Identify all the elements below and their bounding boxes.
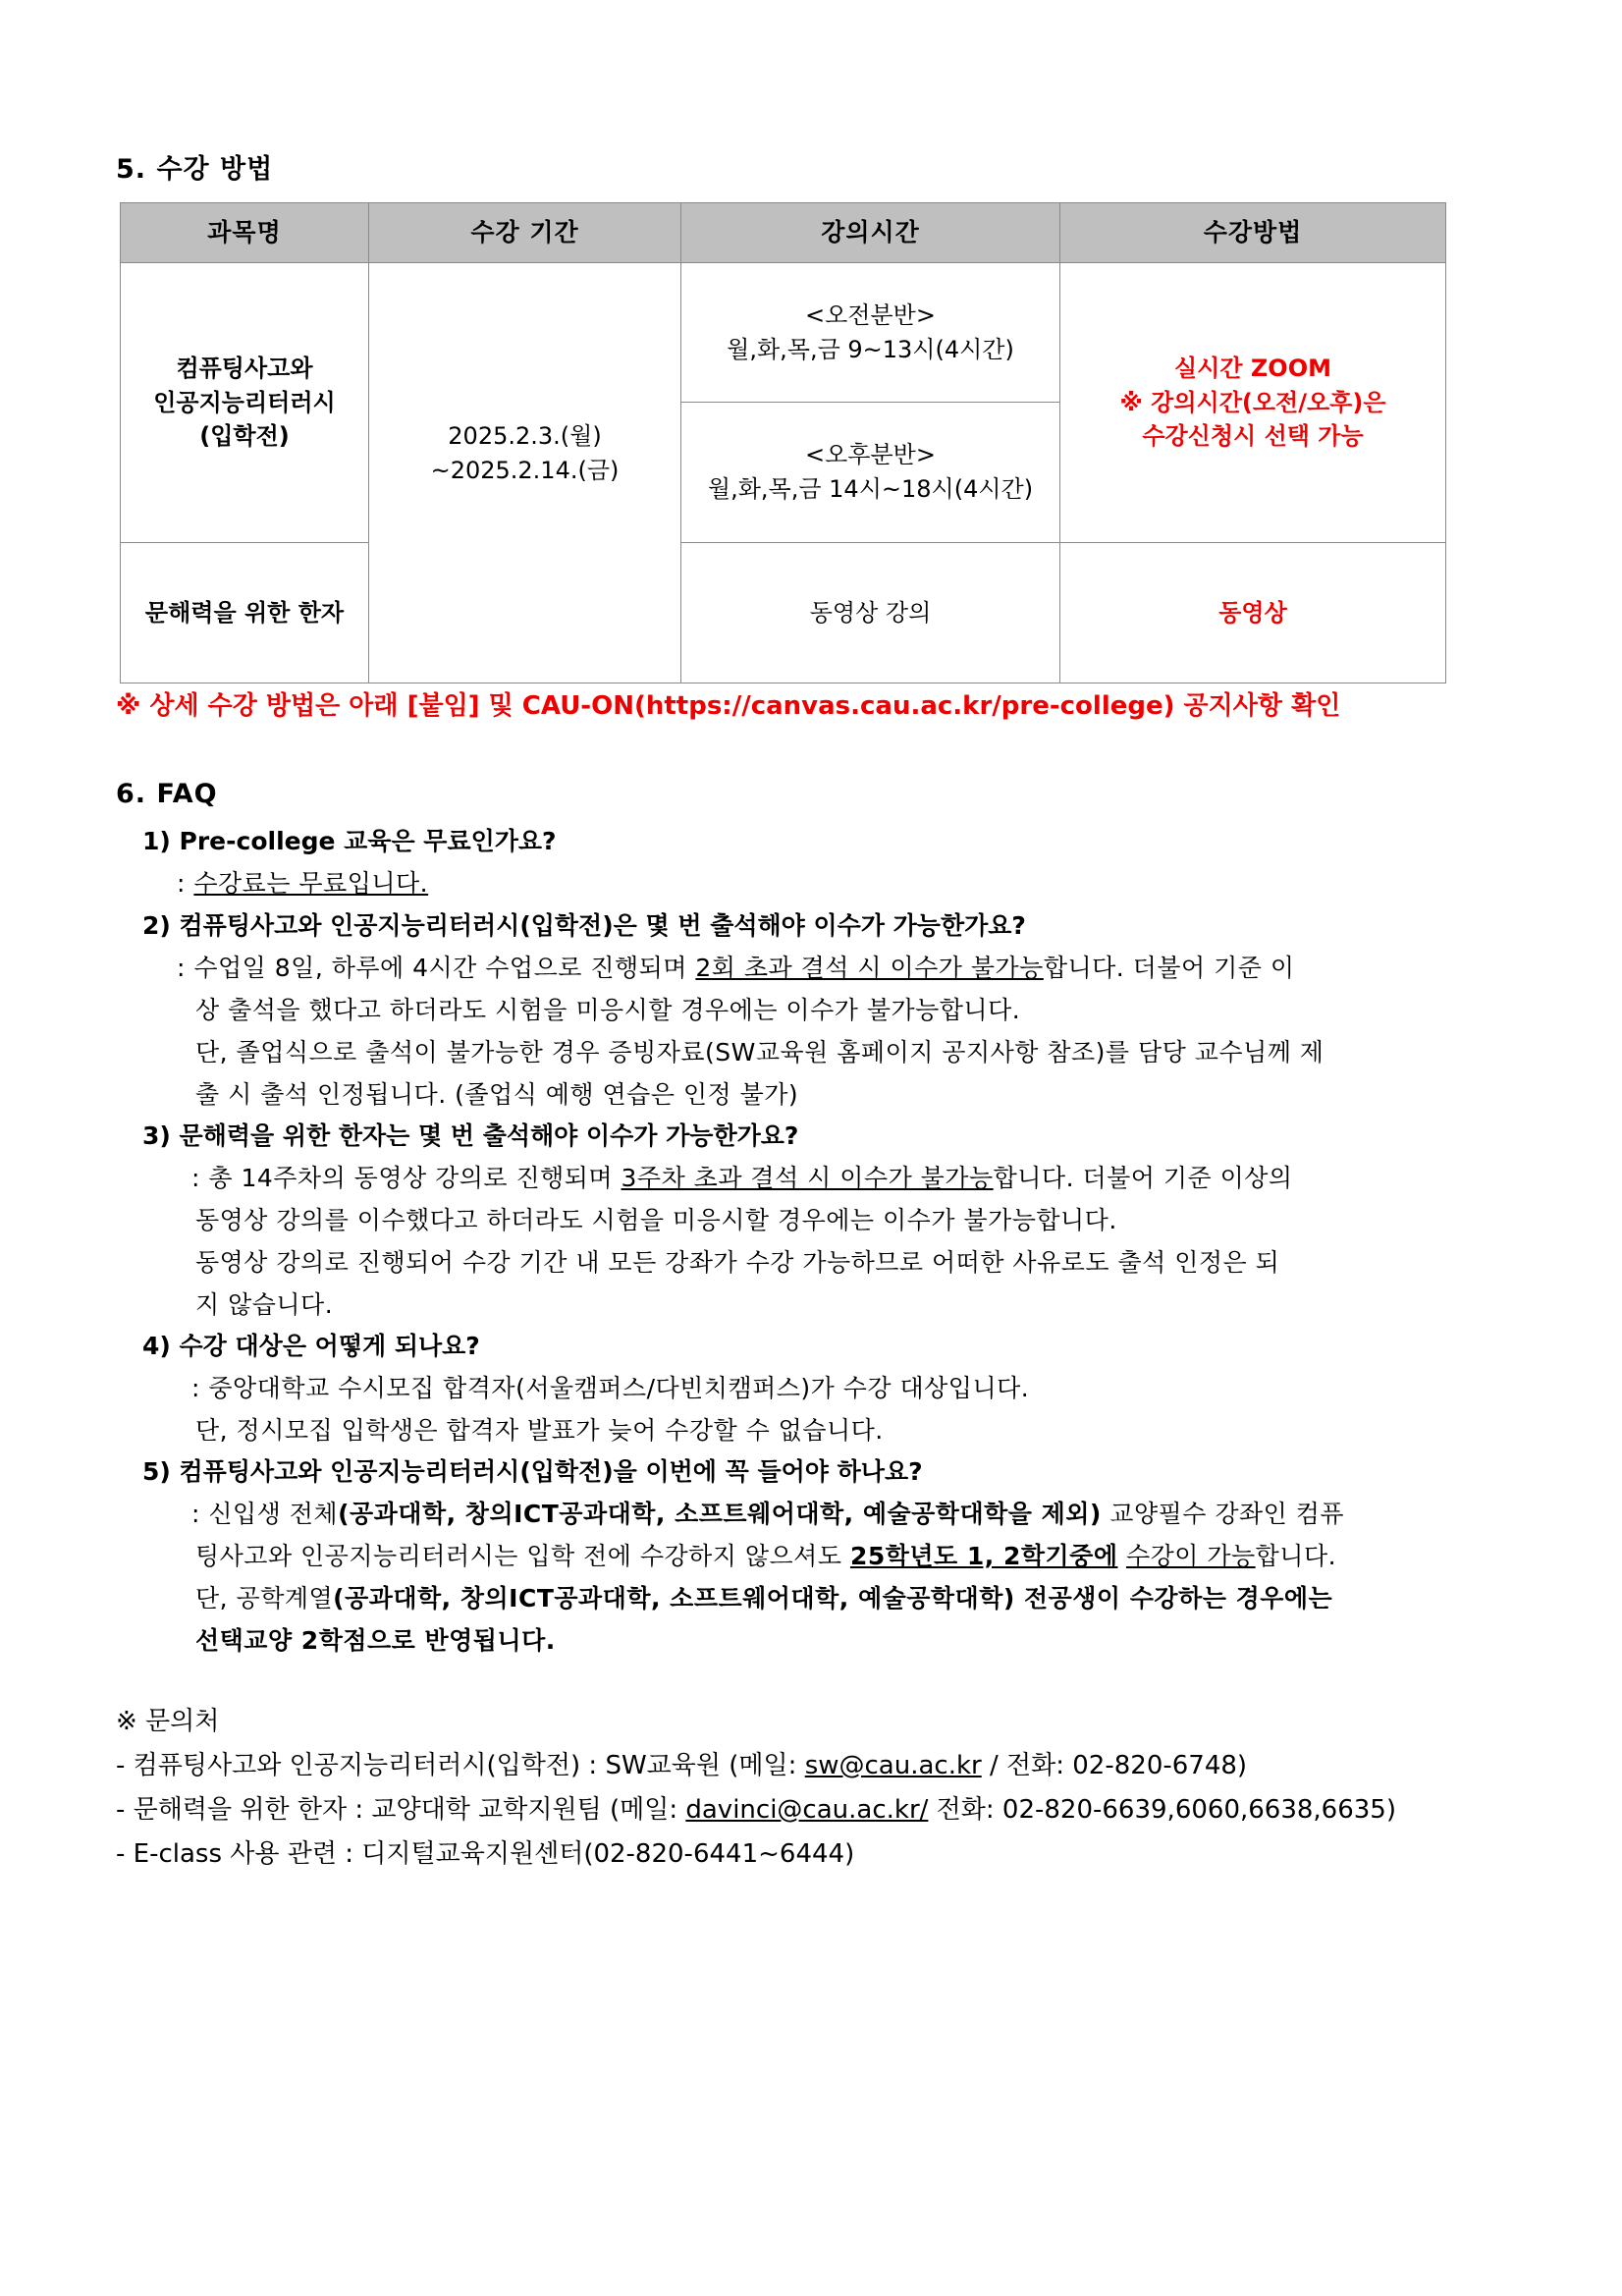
faq-answer-line (195, 1537, 1336, 1572)
faq-answer-line (191, 1159, 1293, 1194)
answer-bold: (공과대학, 창의ICT공과대학, 소프트웨어대학, 예술공학대학을 제외) (338, 1500, 1102, 1528)
answer-text: : 수업일 8일, 하루에 4시간 수업으로 진행되며 (177, 954, 696, 982)
method-line: ※ 강의시간(오전/오후)은 (1119, 388, 1386, 416)
course2-time-cell: 동영상 강의 (681, 543, 1060, 683)
faq-answer-line: 단, 정시모집 입학생은 합격자 발표가 늦어 수강할 수 없습니다. (195, 1416, 884, 1445)
course-method-table (120, 202, 1446, 683)
morning-class-cell (681, 263, 1060, 403)
table-row (121, 543, 1446, 683)
period-cell (369, 263, 681, 683)
answer-prefix: : (177, 869, 194, 898)
morning-class-label: <오전분반> (805, 301, 936, 329)
faq-answer-line: 선택교양 2학점으로 반영됩니다. (195, 1626, 556, 1655)
answer-underlined: 수강이 가능 (1125, 1542, 1256, 1570)
contact-line (116, 1789, 1396, 1826)
header-subject: 과목명 (121, 203, 369, 263)
answer-text: 합니다. 더불어 기준 이상의 (993, 1164, 1293, 1192)
afternoon-class-label: <오후분반> (805, 441, 936, 469)
course1-name-cell (121, 263, 369, 543)
faq-answer (177, 864, 428, 900)
faq-question: 2) 컴퓨팅사고와 인공지능리터러시(입학전)은 몇 번 출석해야 이수가 가능한가요? (142, 911, 1026, 940)
faq-answer-line (191, 1495, 1344, 1530)
contact-title: ※ 문의처 (116, 1707, 220, 1736)
faq-question: 1) Pre-college 교육은 무료인가요? (142, 827, 557, 855)
email-link[interactable]: sw@cau.ac.kr (804, 1751, 982, 1780)
afternoon-class-time: 월,화,목,금 14시~18시(4시간) (707, 475, 1034, 503)
answer-text: 합니다. 더불어 기준 이 (1043, 954, 1295, 982)
header-period: 수강 기간 (369, 203, 681, 263)
email-link[interactable]: davinci@cau.ac.kr/ (685, 1795, 929, 1825)
answer-bold: (공과대학, 창의ICT공과대학, 소프트웨어대학, 예술공학대학) 전공생이 수강하는 경우에는 (333, 1584, 1333, 1613)
section5-title: 5. 수강 방법 (116, 154, 274, 185)
period-start: 2025.2.3.(월) (448, 421, 602, 450)
contact-line: - E-class 사용 관련 : 디지털교육지원센터(02-820-6441~6444) (116, 1839, 855, 1869)
answer-text: 교양필수 강좌인 컴퓨 (1101, 1500, 1345, 1528)
morning-class-time: 월,화,목,금 9~13시(4시간) (727, 335, 1014, 363)
contact-text: 전화: 02-820-6639,6060,6638,6635) (928, 1795, 1396, 1825)
section6-title: 6. FAQ (116, 779, 218, 809)
method-line: 수강신청시 선택 가능 (1142, 422, 1364, 451)
answer-underlined: 2회 초과 결석 시 이수가 불가능 (695, 954, 1044, 982)
answer-underlined: 수강료는 무료입니다. (193, 869, 429, 898)
notice-text: ※ 상세 수강 방법은 아래 [붙임] 및 CAU-ON(https://canvas.cau.ac.kr/pre-college) 공지사항 확인 (116, 691, 1341, 721)
course1-name-line: 컴퓨팅사고와 (176, 354, 313, 382)
answer-text: 단, 공학계열 (195, 1584, 334, 1613)
contact-text: - 컴퓨팅사고와 인공지능리터러시(입학전) : SW교육원 (메일: (116, 1751, 805, 1780)
course1-name-line: (입학전) (199, 422, 290, 451)
faq-answer-line: 지 않습니다. (195, 1290, 334, 1319)
table-row (121, 263, 1446, 403)
afternoon-class-cell (681, 403, 1060, 543)
faq-question: 3) 문해력을 위한 한자는 몇 번 출석해야 이수가 가능한가요? (142, 1121, 799, 1150)
faq-answer-line: 단, 졸업식으로 출석이 불가능한 경우 증빙자료(SW교육원 홈페이지 공지사항 참조)를 담당 교수님께 제 (195, 1038, 1325, 1066)
table-header-row (121, 203, 1446, 263)
contact-text: / 전화: 02-820-6748) (981, 1751, 1248, 1780)
faq-answer-line (177, 949, 1294, 984)
faq-answer-line: 상 출석을 했다고 하더라도 시험을 미응시할 경우에는 이수가 불가능합니다. (195, 996, 1021, 1024)
period-end: ~2025.2.14.(금) (430, 456, 620, 484)
faq-answer-line: 동영상 강의를 이수했다고 하더라도 시험을 미응시할 경우에는 이수가 불가능합니다. (195, 1206, 1117, 1234)
contact-text: - 문해력을 위한 한자 : 교양대학 교학지원팀 (메일: (116, 1795, 686, 1825)
faq-answer-line: : 중앙대학교 수시모집 합격자(서울캠퍼스/다빈치캠퍼스)가 수강 대상입니다. (191, 1374, 1030, 1402)
header-lecture-time: 강의시간 (681, 203, 1060, 263)
faq-question: 4) 수강 대상은 어떻게 되나요? (142, 1332, 480, 1360)
faq-question: 5) 컴퓨팅사고와 인공지능리터러시(입학전)을 이번에 꼭 들어야 하나요? (142, 1457, 923, 1486)
faq-answer-line (195, 1579, 1332, 1614)
course2-method-cell: 동영상 (1060, 543, 1446, 683)
contact-line (116, 1745, 1247, 1781)
answer-text: 합니다. (1255, 1542, 1337, 1570)
answer-bold-underlined: 25학년도 1, 2학기중에 (849, 1542, 1118, 1570)
faq-answer-line: 동영상 강의로 진행되어 수강 기간 내 모든 강좌가 수강 가능하므로 어떠한 사유로도 출석 인정은 되 (195, 1248, 1280, 1277)
faq-answer-line: 출 시 출석 인정됩니다. (졸업식 예행 연습은 인정 불가) (195, 1080, 799, 1109)
answer-text: : 신입생 전체 (191, 1500, 339, 1528)
course1-name-line: 인공지능리터러시 (153, 388, 336, 416)
course1-method-cell (1060, 263, 1446, 543)
answer-text (1117, 1542, 1125, 1570)
answer-underlined: 3주차 초과 결석 시 이수가 불가능 (621, 1164, 994, 1192)
method-line: 실시간 ZOOM (1174, 354, 1331, 382)
answer-text: : 총 14주차의 동영상 강의로 진행되며 (191, 1164, 622, 1192)
answer-text: 팅사고와 인공지능리터러시는 입학 전에 수강하지 않으셔도 (195, 1542, 850, 1570)
header-method: 수강방법 (1060, 203, 1446, 263)
course2-name-cell: 문해력을 위한 한자 (121, 543, 369, 683)
